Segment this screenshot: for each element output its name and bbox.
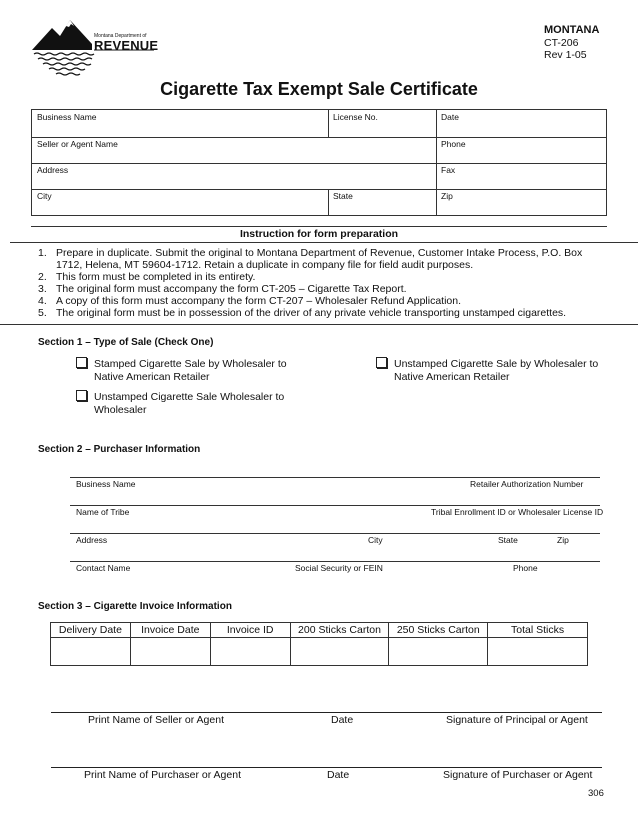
seller-signature-line[interactable] [51,712,602,713]
instruction-item: 3. The original form must accompany the form CT-205 – Cigarette Tax Report. [38,283,407,295]
contact-line[interactable] [70,561,600,562]
invoice-date-cell[interactable] [130,638,210,666]
unstamped-wholesaler-label: Unstamped Cigarette Sale Wholesaler to Wholesaler [94,391,285,416]
purchaser-date-label: Date [327,769,350,781]
section2-title: Section 2 – Purchaser Information [38,444,201,455]
stamped-sale-checkbox[interactable] [76,357,87,368]
business-name-field[interactable]: Business Name [37,112,97,122]
contact-name-label: Contact Name [76,563,131,573]
state-name: MONTANA [544,24,600,36]
tribe-name-label: Name of Tribe [76,507,130,517]
date-field[interactable]: Date [441,112,459,122]
col-250-sticks: 250 Sticks Carton [389,623,488,638]
seller-signature-label: Signature of Principal or Agent [446,714,588,726]
table-row [51,638,588,666]
instructions-top-rule [31,226,607,227]
unstamped-wholesaler-checkbox[interactable] [76,390,87,401]
state-field[interactable]: State [333,191,353,201]
col-invoice-id: Invoice ID [210,623,290,638]
department-logo [30,14,160,78]
total-sticks-cell[interactable] [488,638,588,666]
unstamped-native-checkbox[interactable] [376,357,387,368]
unstamped-native-label: Unstamped Cigarette Sale by Wholesaler to Native American Retailer [394,358,599,383]
instructions-list [38,247,608,319]
col-total-sticks: Total Sticks [488,623,588,638]
zip-field[interactable]: Zip [441,191,453,201]
address-field[interactable]: Address [37,165,69,175]
form-number: CT-206 [544,37,579,49]
section3-title: Section 3 – Cigarette Invoice Information [38,601,232,612]
purchaser-business-name-label: Business Name [76,479,136,489]
fax-field[interactable]: Fax [441,165,456,175]
section1-title: Section 1 – Type of Sale (Check One) [38,337,214,348]
purchaser-phone-label: Phone [513,563,538,573]
page-number: 306 [588,788,604,799]
instructions-title: Instruction for form preparation [239,228,399,240]
seller-print-name-label: Print Name of Seller or Agent [88,714,224,726]
instruction-item: 2. This form must be completed in its entirety. [38,271,256,283]
col-invoice-date: Invoice Date [130,623,210,638]
phone-field[interactable]: Phone [441,139,466,149]
purchaser-signature-label: Signature of Purchaser or Agent [443,769,593,781]
invoice-id-cell[interactable] [210,638,290,666]
instructions-rule [10,242,638,243]
purchaser-city-label: City [368,535,383,545]
ssn-fein-label: Social Security or FEIN [295,563,383,573]
purchaser-signature-line[interactable] [51,767,602,768]
form-revision: Rev 1-05 [544,49,587,61]
tribe-line[interactable] [70,505,600,506]
city-field[interactable]: City [37,191,52,201]
purchaser-state-label: State [498,535,518,545]
business-name-line[interactable] [70,477,600,478]
retailer-auth-label: Retailer Authorization Number [470,479,584,489]
purchaser-print-name-label: Print Name of Purchaser or Agent [84,769,241,781]
col-200-sticks: 200 Sticks Carton [290,623,389,638]
instruction-item: 5. The original form must be in possession of the driver of any private vehicle transporting unstamped cigarettes. [38,307,567,319]
sticks-250-cell[interactable] [389,638,488,666]
seller-date-label: Date [331,714,354,726]
table-header-row [51,623,588,638]
col-delivery-date: Delivery Date [51,623,131,638]
purchaser-zip-label: Zip [557,535,569,545]
stamped-sale-label: Stamped Cigarette Sale by Wholesaler to Native American Retailer [94,358,287,383]
sticks-200-cell[interactable] [290,638,389,666]
agency-line1: Montana Department of [94,33,147,39]
instruction-item: 4. A copy of this form must accompany the form CT-207 – Wholesaler Refund Application. [38,295,462,307]
page-title: Cigarette Tax Exempt Sale Certificate [160,79,478,99]
delivery-date-cell[interactable] [51,638,131,666]
license-no-field[interactable]: License No. [333,112,378,122]
seller-name-field[interactable]: Seller or Agent Name [37,139,118,149]
address-line[interactable] [70,533,600,534]
purchaser-address-label: Address [76,535,108,545]
business-info-grid [31,109,607,216]
tribal-id-label: Tribal Enrollment ID or Wholesaler License ID [431,507,604,517]
instruction-item: 1. Prepare in duplicate. Submit the original to Montana Department of Revenue, Customer Intake Process, P.O. Box 1712, Helena, MT 59604-1712. Retain a duplicate in company file for field audit purposes. [38,247,583,271]
instructions-bottom-rule [0,324,638,325]
agency-line2: REVENUE [94,38,159,53]
invoice-table [50,622,588,666]
